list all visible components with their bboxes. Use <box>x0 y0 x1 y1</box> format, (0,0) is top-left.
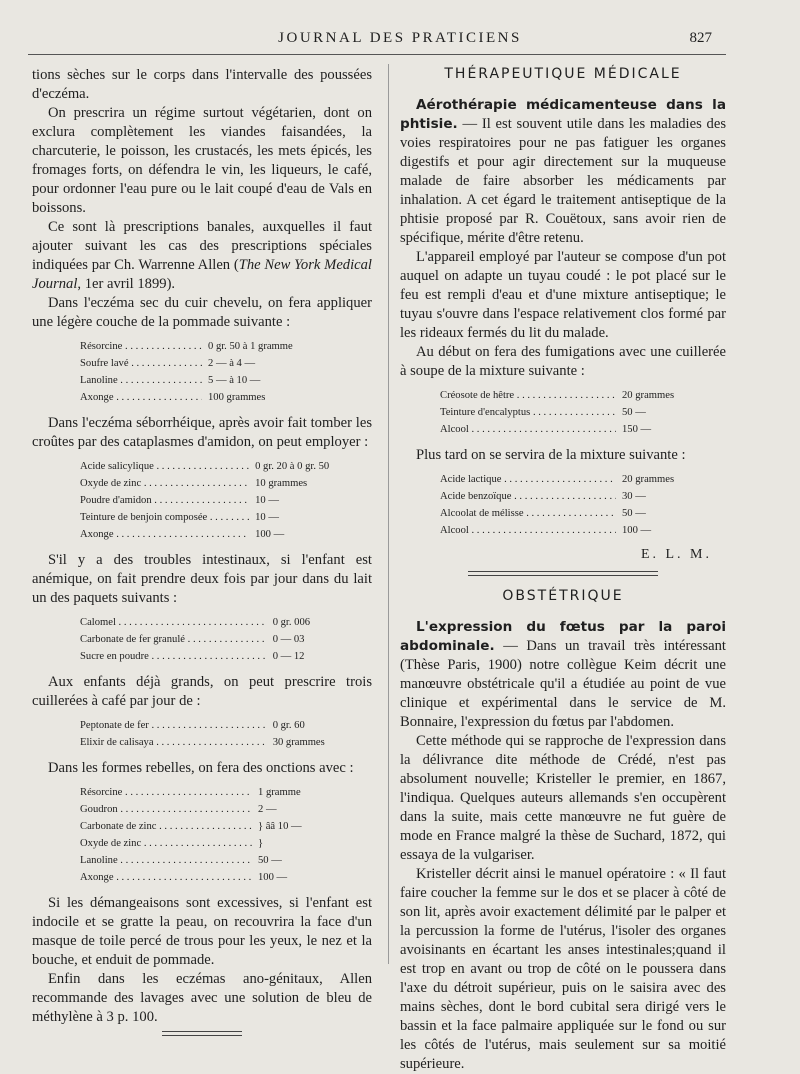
ingredient: Lanoline . . . <box>80 372 202 389</box>
ingredient: Lanoline . . . <box>80 852 252 869</box>
ingredient: Résorcine . . . <box>80 338 202 355</box>
quantity: 100 grammes <box>208 392 266 403</box>
quantity: 30 grammes <box>272 737 325 748</box>
article-title: Aérothérapie médicamenteuse dans la phtisie. <box>400 97 726 132</box>
end-rule <box>162 1031 242 1036</box>
formula-line <box>80 526 372 543</box>
formula-line <box>80 835 372 852</box>
quantity: 50 — <box>622 508 646 519</box>
quantity: 100 — <box>258 872 288 883</box>
prescription-formula <box>400 471 726 539</box>
formula-line <box>80 492 372 509</box>
quantity: 5 — à 10 — <box>208 375 261 386</box>
ingredient: Poudre d'amidon . . . <box>80 492 249 509</box>
quantity: 0 gr. 50 à 1 gramme <box>208 341 293 352</box>
formula-line <box>80 869 372 886</box>
quantity: 50 — <box>258 855 282 866</box>
paragraph <box>32 218 372 294</box>
quantity: 10 grammes <box>255 478 308 489</box>
formula-line <box>80 852 372 869</box>
article-lead <box>400 96 726 248</box>
paragraph: Si les démangeaisons sont excessives, si l'enfant est indocile et se gratte la peau, on recouvrira la face d'un masque de toile percé de trous pour les yeux, le nez et la bouche, et enduit de pommade. <box>32 895 372 968</box>
ingredient: Elixir de calisaya . . . <box>80 734 267 751</box>
prescription-formula <box>32 458 372 543</box>
ingredient: Oxyde de zinc . . . <box>80 835 252 852</box>
left-column <box>32 66 372 1036</box>
formula-line <box>80 389 372 406</box>
paragraph: On prescrira un régime surtout végétarien, dont on exclura complètement les viandes faisandées, la charcuterie, le poisson, les crustacés, les mets épicés, les fromages forts, on défendra le vin, les liqueurs, le café, pour ordonner l'eau pure ou le lait coupé d'eau de Vals en boissons. <box>32 105 372 216</box>
header-rule <box>28 54 726 55</box>
author-signature: E. L. M. <box>640 547 712 562</box>
prescription-formula <box>32 338 372 406</box>
ingredient: Teinture d'encalyptus . . . <box>440 404 616 421</box>
quantity: 30 — <box>622 491 646 502</box>
ingredient: Axonge . . . <box>80 526 249 543</box>
formula-line <box>440 404 726 421</box>
prescription-formula <box>32 717 372 751</box>
formula-line <box>80 631 372 648</box>
formula-line <box>80 338 372 355</box>
page-number: 827 <box>689 30 712 46</box>
prescription-formula <box>400 387 726 438</box>
quantity: 10 — <box>255 512 279 523</box>
paragraph: L'appareil employé par l'auteur se compose d'un pot auquel on adapte un tuyau coudé : le pot placé sur le feu est rempli d'eau et d'une mixture antiseptique; le tuyau s'ouvre dans l'espace relativement clos formé par les rideaux fermés du lit du malade. <box>400 249 726 341</box>
formula-line <box>440 387 726 404</box>
journal-reference: The New York Medical Journal <box>32 257 372 292</box>
formula-line <box>80 717 372 734</box>
ingredient: Soufre lavé . . . <box>80 355 202 372</box>
paragraph: Cette méthode qui se rapproche de l'expression dans la délivrance dite méthode de Crédé, n'est pas absolument nouvelle; Kristeller le premier, en 1867, l'indiqua. Quelques auteurs allemands s'en occupèrent dans la suite, mais cette manœuvre ne fut guère de mode en France malgré la thèse de Suchard, 1872, qui essaya de la vulgariser. <box>400 733 726 863</box>
ingredient: Créosote de hêtre . . . <box>440 387 616 404</box>
ingredient: Carbonate de fer granulé . . . <box>80 631 267 648</box>
ingredient: Calomel . . . <box>80 614 267 631</box>
formula-line <box>440 488 726 505</box>
article-title: L'expression du fœtus par la paroi abdominale. <box>400 619 726 654</box>
formula-line <box>80 784 372 801</box>
formula-line <box>80 648 372 665</box>
right-column <box>400 66 726 1074</box>
quantity: 0 gr. 20 à 0 gr. 50 <box>255 461 330 472</box>
quantity: 150 — <box>622 424 652 435</box>
paragraph: Dans les formes rebelles, on fera des onctions avec : <box>48 760 354 776</box>
ingredient: Axonge . . . <box>80 869 252 886</box>
ingredient: Acide benzoïque . . . <box>440 488 616 505</box>
ingredient: Goudron . . . <box>80 801 252 818</box>
quantity: 0 — 12 <box>272 651 305 662</box>
paragraph: Au début on fera des fumigations avec une cuillerée à soupe de la mixture suivante : <box>400 344 726 379</box>
formula-line <box>80 509 372 526</box>
quantity: 2 — <box>258 804 277 815</box>
quantity: 0 — 03 <box>272 634 305 645</box>
ingredient: Acide salicylique . . . <box>80 458 249 475</box>
section-rule <box>468 571 658 576</box>
formula-line <box>80 801 372 818</box>
paragraph: Dans l'eczéma séborrhéique, après avoir fait tomber les croûtes par des cataplasmes d'amidon, on peut employer : <box>32 415 372 450</box>
article-lead <box>400 618 726 732</box>
text: Ce sont là prescriptions banales, auxquelles il faut ajouter suivant les cas des prescriptions spéciales indiquées par Ch. Warrenne Allen ( <box>32 219 372 273</box>
ingredient: Résorcine . . . <box>80 784 252 801</box>
formula-line <box>80 734 372 751</box>
formula-line <box>440 421 726 438</box>
quantity: 0 gr. 006 <box>272 617 311 628</box>
formula-line <box>80 614 372 631</box>
quantity: } <box>258 838 264 849</box>
quantity: 10 — <box>255 495 279 506</box>
paragraph: Dans l'eczéma sec du cuir chevelu, on fera appliquer une légère couche de la pommade suivante : <box>32 295 372 330</box>
formula-line <box>80 458 372 475</box>
running-header <box>0 30 800 52</box>
paragraph: Enfin dans les eczémas ano-génitaux, Allen recommande des lavages avec une solution de bleu de méthylène à 3 p. 100. <box>32 971 372 1025</box>
quantity: 1 gramme <box>258 787 301 798</box>
formula-line <box>80 372 372 389</box>
quantity: 50 — <box>622 407 646 418</box>
ingredient: Alcool . . . <box>440 522 616 539</box>
paragraph: Kristeller décrit ainsi le manuel opératoire : « Il faut faire coucher la femme sur le dos et se placer à côté de son lit, après avoir exactement délimité par le palper et la percussion la forme de l'utérus, l'isoler des organes avoisinants en écartant les anses intestinales;quand il est trop en avant ou trop de côté on le poussera dans l'axe du détroit supérieur, puis on le saisira avec des mains sèches, dont le bord cubital sera dirigé vers le bassin et la face palmaire appliquée sur le fond ou sur les côtés de l'utérus, mais seulement sur sa moitié supérieure. <box>400 866 726 1072</box>
section-heading: THÉRAPEUTIQUE MÉDICALE <box>444 66 682 82</box>
ingredient: Acide lactique . . . <box>440 471 616 488</box>
paragraph: Aux enfants déjà grands, on peut prescrire trois cuillerées à café par jour de : <box>32 674 372 709</box>
paragraph: S'il y a des troubles intestinaux, si l'enfant est anémique, on fait prendre deux fois par jour dans du lait un des paquets suivants : <box>32 552 372 606</box>
paragraph: tions sèches sur le corps dans l'intervalle des poussées d'eczéma. <box>32 67 372 102</box>
ingredient: Alcoolat de mélisse . . . <box>440 505 616 522</box>
quantity: 20 grammes <box>622 390 675 401</box>
text: , 1er avril 1899). <box>77 276 176 292</box>
section-heading: OBSTÉTRIQUE <box>502 588 624 604</box>
quantity: 2 — à 4 — <box>208 358 256 369</box>
quantity: 100 — <box>622 525 652 536</box>
prescription-formula <box>32 784 372 886</box>
ingredient: Oxyde de zinc . . . <box>80 475 249 492</box>
text: — Dans un travail très intéressant (Thèse Paris, 1900) notre collègue Keim décrit une manœuvre obstétricale qu'il a étudiée au point de vue clinique et expérimental dans le service de M. Bonnaire, l'expression du fœtus par l'abdomen. <box>400 638 726 730</box>
ingredient: Carbonate de zinc . . . <box>80 818 252 835</box>
paragraph: Plus tard on se servira de la mixture suivante : <box>416 447 686 463</box>
ingredient: Alcool . . . <box>440 421 616 438</box>
ingredient: Peptonate de fer . . . <box>80 717 267 734</box>
text: — Il est souvent utile dans les maladies des voies respiratoires pour ne pas fatiguer les organes digestifs et pour agir directement sur la muqueuse malade de faire absorber les médicaments par inhalation. A cet égard le traitement antiseptique de la phtisie proposé par R. Couëtoux, sans avoir rien de spécifique, mérite d'être retenu. <box>400 116 726 246</box>
quantity: 0 gr. 60 <box>272 720 305 731</box>
formula-line <box>80 355 372 372</box>
quantity: 20 grammes <box>622 474 675 485</box>
formula-line <box>440 522 726 539</box>
ingredient: Axonge . . . <box>80 389 202 406</box>
ingredient: Teinture de benjoin composée . . . <box>80 509 249 526</box>
formula-line <box>440 505 726 522</box>
formula-line <box>80 818 372 835</box>
prescription-formula <box>32 614 372 665</box>
quantity: } ââ 10 — <box>258 821 302 832</box>
ingredient: Sucre en poudre . . . <box>80 648 267 665</box>
journal-title: JOURNAL DES PRATICIENS <box>278 30 522 46</box>
column-divider <box>388 64 389 964</box>
quantity: 100 — <box>255 529 285 540</box>
formula-line <box>440 471 726 488</box>
formula-line <box>80 475 372 492</box>
